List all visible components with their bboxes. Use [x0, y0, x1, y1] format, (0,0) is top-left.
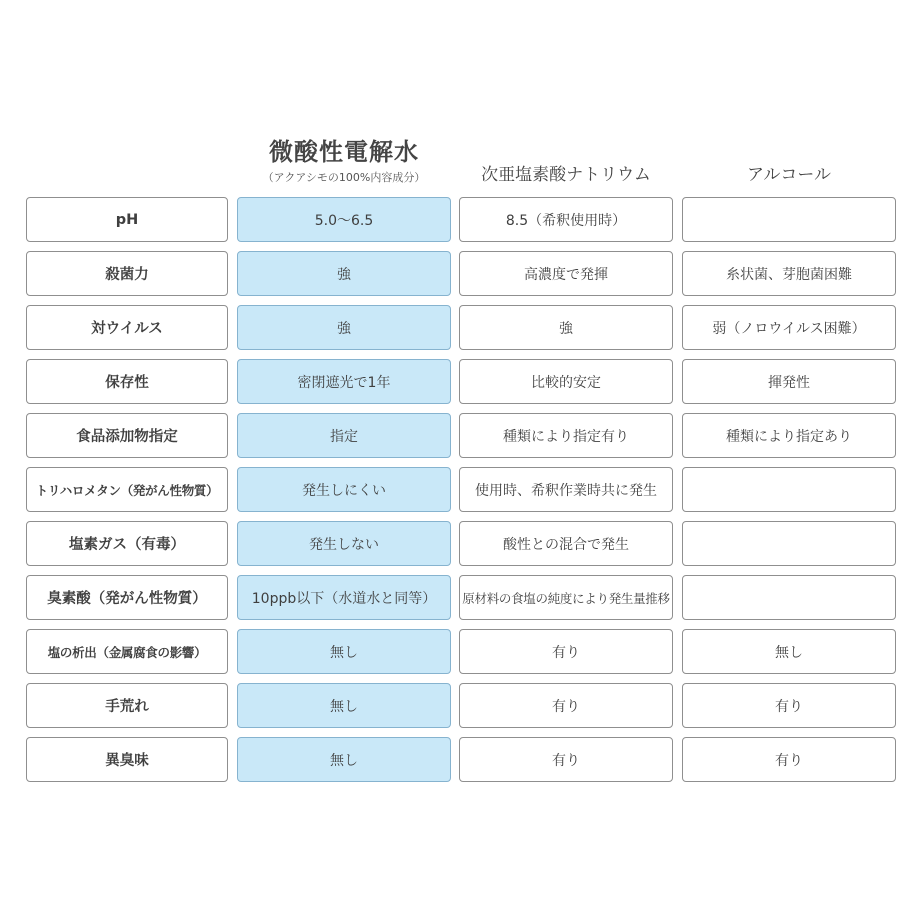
col3-value [682, 521, 896, 566]
col3-value: 種類により指定あり [682, 413, 896, 458]
col3-value [682, 467, 896, 512]
col3-value: 無し [682, 629, 896, 674]
row-label: 臭素酸（発がん性物質） [26, 575, 228, 620]
row-label: 対ウイルス [26, 305, 228, 350]
main-value: 発生しない [237, 521, 451, 566]
main-value: 密閉遮光で1年 [237, 359, 451, 404]
row-label: トリハロメタン（発がん性物質） [26, 467, 228, 512]
main-value: 5.0～6.5 [237, 197, 451, 242]
row-label: 塩素ガス（有毒） [26, 521, 228, 566]
header-main [237, 136, 451, 188]
header-main-title: 微酸性電解水 [269, 138, 419, 166]
main-value: 指定 [237, 413, 451, 458]
row-label: 殺菌力 [26, 251, 228, 296]
row-label: pH [26, 197, 228, 242]
col3-value: 弱（ノロウイルス困難） [682, 305, 896, 350]
header-col2: 次亜塩素酸ナトリウム [481, 165, 651, 185]
main-value: 強 [237, 251, 451, 296]
col2-value: 高濃度で発揮 [459, 251, 673, 296]
row-label: 異臭味 [26, 737, 228, 782]
col2-value: 比較的安定 [459, 359, 673, 404]
row-label: 保存性 [26, 359, 228, 404]
row-label: 塩の析出（金属腐食の影響） [26, 629, 228, 674]
col3-value: 有り [682, 683, 896, 728]
col2-value: 有り [459, 629, 673, 674]
col2-value: 酸性との混合で発生 [459, 521, 673, 566]
col2-value: 強 [459, 305, 673, 350]
col2-value: 種類により指定有り [459, 413, 673, 458]
col3-value [682, 197, 896, 242]
header-col3: アルコール [747, 165, 831, 185]
col3-value: 揮発性 [682, 359, 896, 404]
col2-value: 8.5（希釈使用時） [459, 197, 673, 242]
main-value: 無し [237, 737, 451, 782]
main-value: 無し [237, 683, 451, 728]
col2-value: 有り [459, 737, 673, 782]
col2-value: 使用時、希釈作業時共に発生 [459, 467, 673, 512]
col3-value: 有り [682, 737, 896, 782]
main-value: 10ppb以下（水道水と同等） [237, 575, 451, 620]
row-label: 食品添加物指定 [26, 413, 228, 458]
main-value: 発生しにくい [237, 467, 451, 512]
row-label: 手荒れ [26, 683, 228, 728]
col2-value: 有り [459, 683, 673, 728]
col3-value [682, 575, 896, 620]
main-value: 無し [237, 629, 451, 674]
col3-value: 糸状菌、芽胞菌困難 [682, 251, 896, 296]
col2-value: 原材料の食塩の純度により発生量推移 [459, 575, 673, 620]
header-main-subtitle: （アクアシモの100%内容成分） [262, 171, 426, 184]
main-value: 強 [237, 305, 451, 350]
